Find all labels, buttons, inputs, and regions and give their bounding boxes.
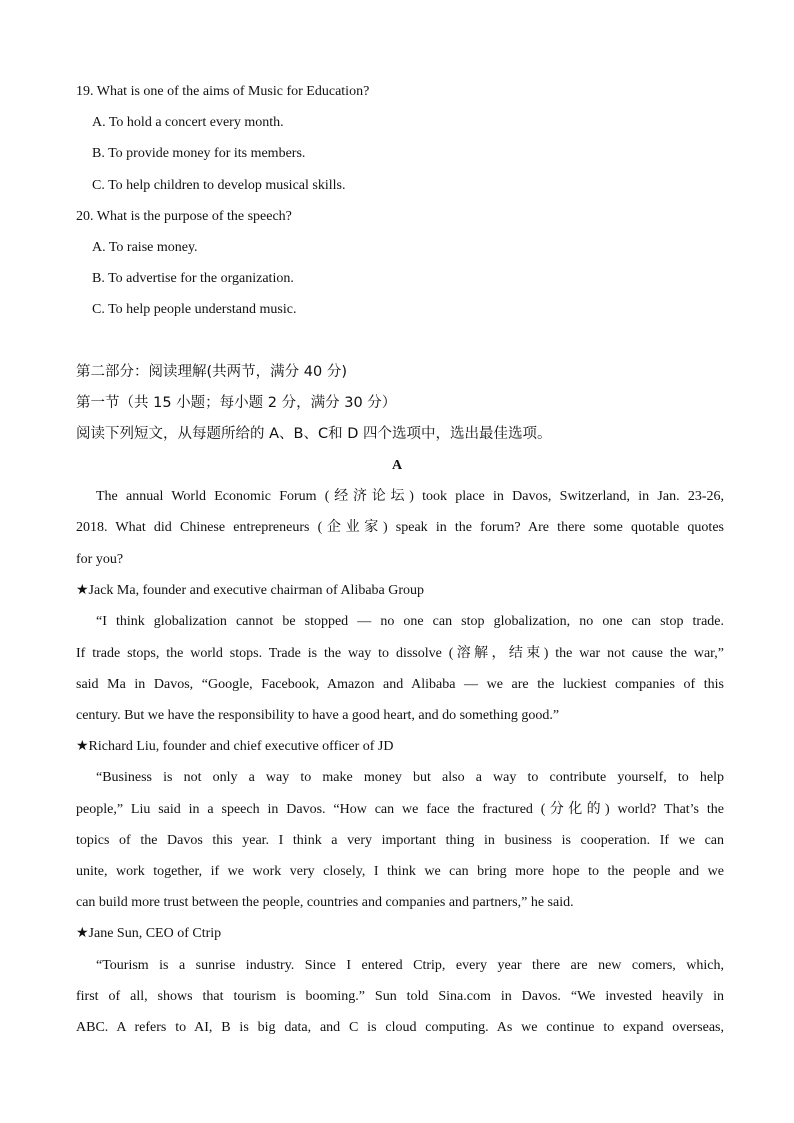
- instruction: 阅读下列短文，从每题所给的 A、B、C和 D 四个选项中，选出最佳选项。: [76, 426, 552, 442]
- speaker-name-jack-ma: ★Jack Ma, founder and executive chairman of Alibaba Group: [76, 583, 425, 598]
- question-20-option-c: C. To help people understand music.: [92, 302, 297, 317]
- question-19-option-a: A. To hold a concert every month.: [92, 115, 284, 130]
- speaker-quote-line: “Tourism is a sunrise industry. Since I entered Ctrip, every year there are new comers, which,: [96, 958, 724, 973]
- question-19-option-c: C. To help children to develop musical skills.: [92, 178, 346, 193]
- speaker-name-richard-liu: ★Richard Liu, founder and chief executive officer of JD: [76, 739, 394, 754]
- part-title: 第二部分：阅读理解(共两节，满分 40 分): [76, 364, 347, 380]
- speaker-quote-line: “Business is not only a way to make money but also a way to contribute yourself, to help: [96, 770, 724, 785]
- speaker-quote-line: topics of the Davos this year. I think a very important thing in business is cooperation. If we can: [76, 833, 724, 848]
- speaker-quote-line: people,” Liu said in a speech in Davos. “How can we face the fractured (分化的) world? That’s the: [76, 802, 724, 817]
- speaker-quote-line: “I think globalization cannot be stopped — no one can stop globalization, no one can stop trade.: [96, 614, 724, 629]
- speaker-name-jane-sun: ★Jane Sun, CEO of Ctrip: [76, 926, 222, 941]
- passage-label: A: [391, 458, 403, 473]
- question-19-option-b: B. To provide money for its members.: [92, 146, 306, 161]
- question-20-option-b: B. To advertise for the organization.: [92, 271, 294, 286]
- intro-line-3: for you?: [76, 552, 124, 567]
- speaker-quote-line: can build more trust between the people, countries and companies and partners,” he said.: [76, 895, 574, 910]
- speaker-quote-line: If trade stops, the world stops. Trade is the way to dissolve (溶解，结束) the war not cause the war,”: [76, 646, 724, 661]
- section-title: 第一节（共 15 小题；每小题 2 分，满分 30 分）: [76, 395, 397, 411]
- speaker-quote-line: unite, work together, if we work very closely, I think we can bring more hope to the people and we: [76, 864, 724, 879]
- speaker-quote-line: ABC. A refers to AI, B is big data, and C is cloud computing. As we continue to expand overseas,: [76, 1020, 724, 1035]
- intro-line-2: 2018. What did Chinese entrepreneurs (企业家) speak in the forum? Are there some quotable quotes: [76, 520, 724, 535]
- question-20-stem: 20. What is the purpose of the speech?: [76, 209, 292, 224]
- intro-line-1: The annual World Economic Forum (经济论坛) took place in Davos, Switzerland, in Jan. 23-26,: [96, 489, 724, 504]
- question-20-option-a: A. To raise money.: [92, 240, 198, 255]
- speaker-quote-line: first of all, shows that tourism is booming.” Sun told Sina.com in Davos. “We invested heavily in: [76, 989, 724, 1004]
- speaker-quote-line: century. But we have the responsibility to have a good heart, and do something good.”: [76, 708, 560, 723]
- question-19-stem: 19. What is one of the aims of Music for Education?: [76, 84, 370, 99]
- speaker-quote-line: said Ma in Davos, “Google, Facebook, Amazon and Alibaba — we are the luckiest companies of this: [76, 677, 724, 692]
